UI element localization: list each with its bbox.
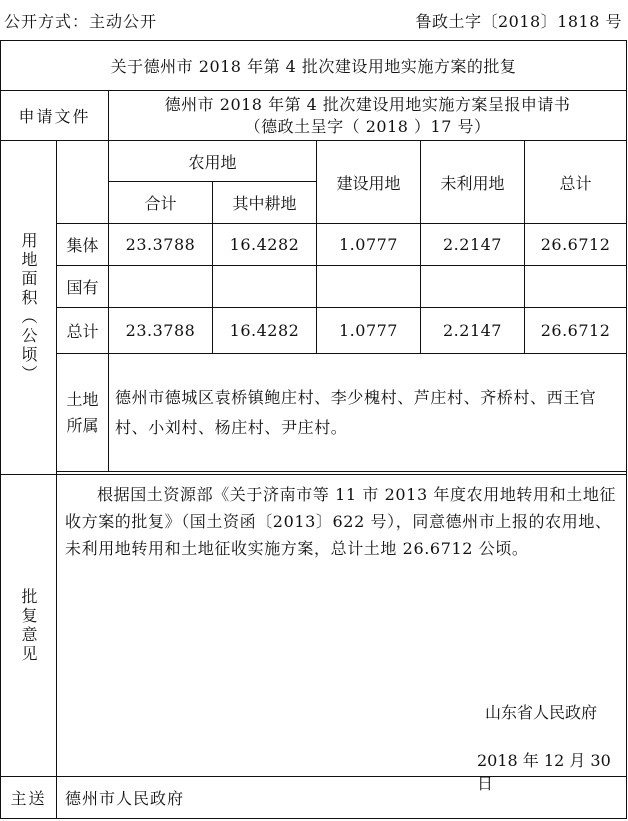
opinion-label-cell xyxy=(1,475,57,777)
subtotal-value: 23.3788 xyxy=(109,308,213,354)
table-row xyxy=(1,266,627,308)
issuing-authority: 山东省人民政府 xyxy=(485,703,598,722)
application-doc-line2: （德政土呈字（ 2018 ）17 号） xyxy=(244,116,491,136)
unused-value xyxy=(421,266,525,308)
table-row xyxy=(1,224,627,266)
total-value: 26.6712 xyxy=(525,308,627,354)
issue-date: 2018 年 12 月 30 日 xyxy=(477,751,611,793)
unused-value: 2.2147 xyxy=(421,224,525,266)
document-number: 鲁政土字〔2018〕1818 号 xyxy=(415,12,622,31)
subtotal-value: 23.3788 xyxy=(109,224,213,266)
disclosure-method: 公开方式：主动公开 xyxy=(4,12,158,31)
unused-value: 2.2147 xyxy=(421,308,525,354)
application-label: 申请文件 xyxy=(1,91,109,141)
table-row xyxy=(1,308,627,354)
corner-cell xyxy=(57,141,109,224)
land-belongs-label xyxy=(57,354,109,472)
land-belongs-villages: 德州市德城区袁桥镇鲍庄村、李少槐村、芦庄村、齐桥村、西王官村、小刘村、杨庄村、尹庄村。 xyxy=(109,354,627,472)
total-header: 总计 xyxy=(525,141,627,224)
cultivated-header: 其中耕地 xyxy=(213,182,317,224)
document-title: 关于德州市 2018 年第 4 批次建设用地实施方案的批复 xyxy=(1,41,627,91)
copy-to-value: 德州市人民政府 xyxy=(57,777,627,819)
row-label: 总计 xyxy=(57,308,109,354)
total-value xyxy=(525,266,627,308)
row-label: 国有 xyxy=(57,266,109,308)
document-header xyxy=(0,0,628,38)
application-doc-line1: 德州市 2018 年第 4 批次建设用地实施方案呈报申请书 xyxy=(164,94,571,114)
construction-header: 建设用地 xyxy=(317,141,421,224)
approval-table xyxy=(0,40,627,819)
land-area-label-cell xyxy=(1,141,57,475)
construction-value: 1.0777 xyxy=(317,224,421,266)
land-belongs-label-line2: 所属 xyxy=(66,415,99,435)
construction-value xyxy=(317,266,421,308)
opinion-cell xyxy=(57,475,627,793)
land-belongs-label-line1: 土地 xyxy=(66,389,99,409)
subtotal-header: 合计 xyxy=(109,182,213,224)
construction-value: 1.0777 xyxy=(317,308,421,354)
subtotal-value xyxy=(109,266,213,308)
cultivated-value: 16.4282 xyxy=(213,308,317,354)
application-document xyxy=(109,91,627,141)
row-label: 集体 xyxy=(57,224,109,266)
opinion-text: 根据国土资源部《关于济南市等 11 市 2013 年度农用地转用和土地征收方案的批复》（国土资函〔2013〕622 号），同意德州市上报的农用地、未利用地转用和土地征收实施方案，总计土地 26.6712 公顷。 xyxy=(65,485,617,558)
land-area-label: 用地面积（公顷） xyxy=(19,231,38,384)
cultivated-value xyxy=(213,266,317,308)
cultivated-value: 16.4282 xyxy=(213,224,317,266)
opinion-label: 批复意见 xyxy=(19,587,38,664)
copy-to-label: 主送 xyxy=(1,777,57,819)
farmland-header: 农用地 xyxy=(109,141,317,182)
unused-header: 未利用地 xyxy=(421,141,525,224)
total-value: 26.6712 xyxy=(525,224,627,266)
